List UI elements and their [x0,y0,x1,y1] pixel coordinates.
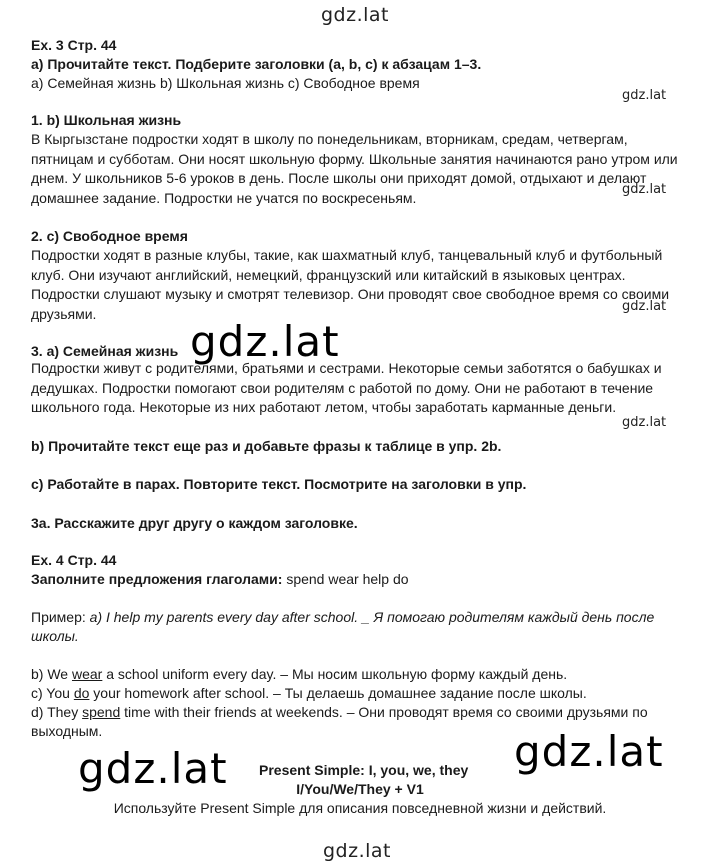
ex4-example-label: Пример: [31,609,90,625]
p3-line: дедушках. Подростки помогают свои родителям с работой по дому. Они не работают в течение [31,379,654,396]
watermark-right-2: gdz.lat [622,182,667,197]
p1-line: домашнее задание. Подростки не учатся по воскресеньям. [31,189,417,206]
p2-line: друзьями. [31,305,97,322]
grammar-formula: I/You/We/They + V1 [296,781,424,797]
ex4-example-line-1 [31,608,654,627]
p2-body [31,246,691,324]
watermark-top: gdz.lat [321,4,390,26]
p1-line: днем. У школьников 5-6 уроков в день. После школы они приходят домой, отдыхают и делают [31,170,647,186]
item-c-rest: your homework after school. – Ты делаешь домашнее задание после школы. [89,685,587,701]
p1-line: В Кыргызстане подростки ходят в школу по понедельникам, вторникам, средам, четвергам, [31,131,628,147]
ex3-options: a) Семейная жизнь b) Школьная жизнь c) Свободное время [31,75,420,91]
p3-line: Подростки живут с родителями, братьями и сестрами. Некоторые семьи заботятся о бабушках и [31,360,662,376]
p2-title: 2. c) Свободное время [31,228,188,244]
item-d-prefix: d) They [31,704,83,720]
item-b-rest: a school uniform every day. – Мы носим школьную форму каждый день. [102,666,568,682]
p1-body [31,130,691,208]
ex3-heading: Ex. 3 Стр. 44 [31,37,117,53]
watermark-middle-big: gdz.lat [190,317,340,366]
ex4-instruction-words: spend wear help do [282,571,409,587]
p3-line: школьного года. Некоторые из них работают летом, чтобы заработать карманные деньги. [31,399,617,415]
item-d-verb: spend [82,704,121,720]
watermark-right-1: gdz.lat [622,88,667,103]
p2-line: Подростки ходят в разные клубы, такие, как шахматный клуб, танцевальный клуб и футбольный [31,247,663,263]
ex3-task-b: b) Прочитайте текст еще раз и добавьте фразы к таблице в упр. 2b. [31,438,502,454]
ex4-item-d [31,703,648,722]
watermark-bottom-left-big: gdz.lat [78,744,228,793]
p3-title: 3. a) Семейная жизнь [31,343,179,359]
item-b-prefix: b) We [31,666,72,682]
p1-title: 1. b) Школьная жизнь [31,112,182,128]
item-c-prefix: c) You [31,685,74,701]
ex4-example-text: a) I help my parents every day after school. _ Я помогаю родителям каждый день после [89,609,655,625]
p1-line: пятницам и субботам. Они носят школьную форму. Школьные занятия начинаются рано утром или [31,150,678,167]
ex4-item-b [31,665,567,684]
ex4-item-c [31,684,587,703]
ex4-example-line-2: школы. [31,628,79,644]
ex4-item-d-line-2: выходным. [31,723,103,739]
p2-line: Подростки слушают музыку и смотрят телевизор. Они проводят свое свободное время со своими [31,286,670,302]
ex4-instruction [31,570,409,589]
ex3-task-3a: 3a. Расскажите друг другу о каждом заголовке. [31,515,358,531]
ex4-instruction-label: Заполните предложения глаголами: [31,571,283,587]
grammar-note: Используйте Present Simple для описания повседневной жизни и действий. [113,800,607,816]
ex4-heading: Ex. 4 Стр. 44 [31,552,117,568]
watermark-right-4: gdz.lat [622,415,667,430]
watermark-bottom-right-big: gdz.lat [514,727,664,776]
watermark-right-3: gdz.lat [622,299,667,314]
grammar-title: Present Simple: I, you, we, they [259,762,469,778]
item-b-verb: wear [71,666,103,682]
p3-body [31,359,691,418]
item-c-verb: do [73,685,90,701]
item-d-rest: time with their friends at weekends. – Они проводят время со своими друзьями по [120,704,648,720]
p2-line: клуб. Они изучают английский, немецкий, французский или китайский в языковых центрах. [31,266,626,283]
watermark-bottom: gdz.lat [323,840,392,862]
ex3-task-a: a) Прочитайте текст. Подберите заголовки (a, b, c) к абзацам 1–3. [31,56,482,72]
ex3-task-c: c) Работайте в парах. Повторите текст. Посмотрите на заголовки в упр. [31,476,527,492]
